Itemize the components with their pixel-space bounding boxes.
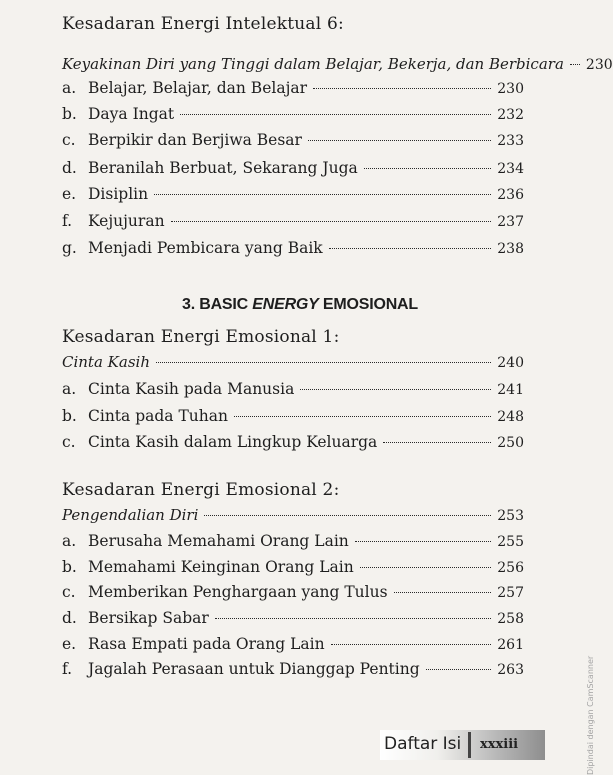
page-number: 258 — [497, 611, 524, 627]
toc-row[interactable] — [62, 433, 524, 455]
dot-leader — [329, 248, 492, 249]
toc-row[interactable] — [62, 185, 524, 207]
footer-label: Daftar Isi — [384, 734, 462, 754]
item-title: Berusaha Memahami Orang Lain — [88, 532, 349, 550]
dot-leader — [300, 389, 491, 390]
page-number: 250 — [497, 435, 524, 451]
heading-intelektual-6: Kesadaran Energi Intelektual 6: — [62, 14, 344, 34]
item-title: Cinta pada Tuhan — [88, 407, 228, 425]
page-number: 257 — [497, 585, 524, 601]
footer-page-number: xxxiii — [480, 737, 519, 752]
item-letter: a. — [62, 79, 77, 97]
item-letter: a. — [62, 532, 77, 550]
item-letter: f. — [62, 660, 73, 678]
item-title: Kejujuran — [88, 212, 165, 230]
dot-leader — [364, 168, 492, 169]
dot-leader — [171, 221, 492, 222]
section-energy: ENERGY — [252, 296, 319, 313]
item-letter: a. — [62, 380, 77, 398]
item-letter: c. — [62, 131, 76, 149]
page-number: 233 — [497, 133, 524, 149]
page-number: 232 — [497, 107, 524, 123]
item-letter: e. — [62, 185, 77, 203]
dot-leader — [360, 567, 492, 568]
item-title: Menjadi Pembicara yang Baik — [88, 239, 323, 257]
item-title: Bersikap Sabar — [88, 609, 209, 627]
toc-row-subtitle-emosional-2[interactable] — [62, 506, 524, 528]
item-letter: f. — [62, 212, 73, 230]
item-title: Daya Ingat — [88, 105, 175, 123]
page-number: 230 — [497, 81, 524, 97]
page-number: 248 — [497, 409, 524, 425]
heading-emosional-2: Kesadaran Energi Emosional 2: — [62, 480, 340, 500]
dot-leader — [355, 541, 492, 542]
item-letter: c. — [62, 433, 76, 451]
heading-emosional-1: Kesadaran Energi Emosional 1: — [62, 327, 340, 347]
item-title: Memahami Keinginan Orang Lain — [88, 558, 354, 576]
dot-leader — [308, 140, 491, 141]
item-title: Jagalah Perasaan untuk Dianggap Penting — [88, 660, 420, 678]
toc-row[interactable] — [62, 407, 524, 429]
page-number: 261 — [497, 637, 524, 653]
toc-subtitle: Pengendalian Diri — [62, 506, 199, 524]
item-letter: b. — [62, 407, 77, 425]
page-footer — [380, 730, 545, 760]
page-number: 253 — [497, 508, 524, 524]
toc-row-subtitle-emosional-1[interactable] — [62, 353, 524, 375]
toc-row[interactable] — [62, 380, 524, 402]
dot-leader — [426, 669, 492, 670]
dot-leader — [156, 362, 491, 363]
page-number: 256 — [497, 560, 524, 576]
section-suffix: EMOSIONAL — [322, 296, 418, 313]
page-number: 234 — [497, 161, 524, 177]
item-letter: b. — [62, 105, 77, 123]
item-letter: c. — [62, 583, 76, 601]
item-title: Cinta Kasih dalam Lingkup Keluarga — [88, 433, 378, 451]
section-title — [0, 296, 600, 314]
page-number: 238 — [497, 241, 524, 257]
toc-row[interactable] — [62, 635, 524, 657]
dot-leader — [154, 194, 491, 195]
item-letter: e. — [62, 635, 77, 653]
toc-row[interactable] — [62, 159, 524, 181]
item-title: Berpikir dan Berjiwa Besar — [88, 131, 302, 149]
item-title: Rasa Empati pada Orang Lain — [88, 635, 325, 653]
toc-row[interactable] — [62, 79, 524, 101]
item-title: Beranilah Berbuat, Sekarang Juga — [88, 159, 358, 177]
item-title: Disiplin — [88, 185, 149, 203]
toc-row[interactable] — [62, 105, 524, 127]
scanner-watermark: Dipindai dengan CamScanner — [586, 655, 595, 775]
section-number: 3. — [182, 296, 195, 313]
dot-leader — [215, 618, 491, 619]
page-number: 263 — [497, 662, 524, 678]
page-number: 255 — [497, 534, 524, 550]
toc-row[interactable] — [62, 609, 524, 631]
dot-leader — [234, 416, 491, 417]
dot-leader — [394, 592, 492, 593]
item-title: Cinta Kasih pada Manusia — [88, 380, 295, 398]
item-title: Memberikan Penghargaan yang Tulus — [88, 583, 388, 601]
item-letter: b. — [62, 558, 77, 576]
toc-row-subtitle-intelektual-6[interactable] — [62, 55, 613, 77]
item-letter: d. — [62, 609, 77, 627]
page-number: 236 — [497, 187, 524, 203]
toc-row[interactable] — [62, 583, 524, 605]
section-prefix: BASIC — [199, 296, 249, 313]
dot-leader — [180, 114, 491, 115]
toc-row[interactable] — [62, 131, 524, 153]
dot-leader — [570, 64, 580, 65]
toc-subtitle: Cinta Kasih — [62, 353, 150, 371]
dot-leader — [313, 88, 491, 89]
item-letter: d. — [62, 159, 77, 177]
item-title: Belajar, Belajar, dan Belajar — [88, 79, 308, 97]
toc-row[interactable] — [62, 558, 524, 580]
footer-divider — [468, 732, 471, 758]
page-number: 241 — [497, 382, 524, 398]
toc-row[interactable] — [62, 532, 524, 554]
toc-row[interactable] — [62, 660, 524, 682]
dot-leader — [383, 442, 491, 443]
toc-row[interactable] — [62, 212, 524, 234]
dot-leader — [204, 515, 491, 516]
toc-row[interactable] — [62, 239, 524, 261]
toc-subtitle: Keyakinan Diri yang Tinggi dalam Belajar, Bekerja, dan Berbicara — [62, 55, 564, 73]
page-number: 230 — [585, 57, 613, 73]
dot-leader — [331, 644, 492, 645]
page-number: 237 — [497, 214, 524, 230]
item-letter: g. — [62, 239, 77, 257]
page-number: 240 — [497, 355, 524, 371]
